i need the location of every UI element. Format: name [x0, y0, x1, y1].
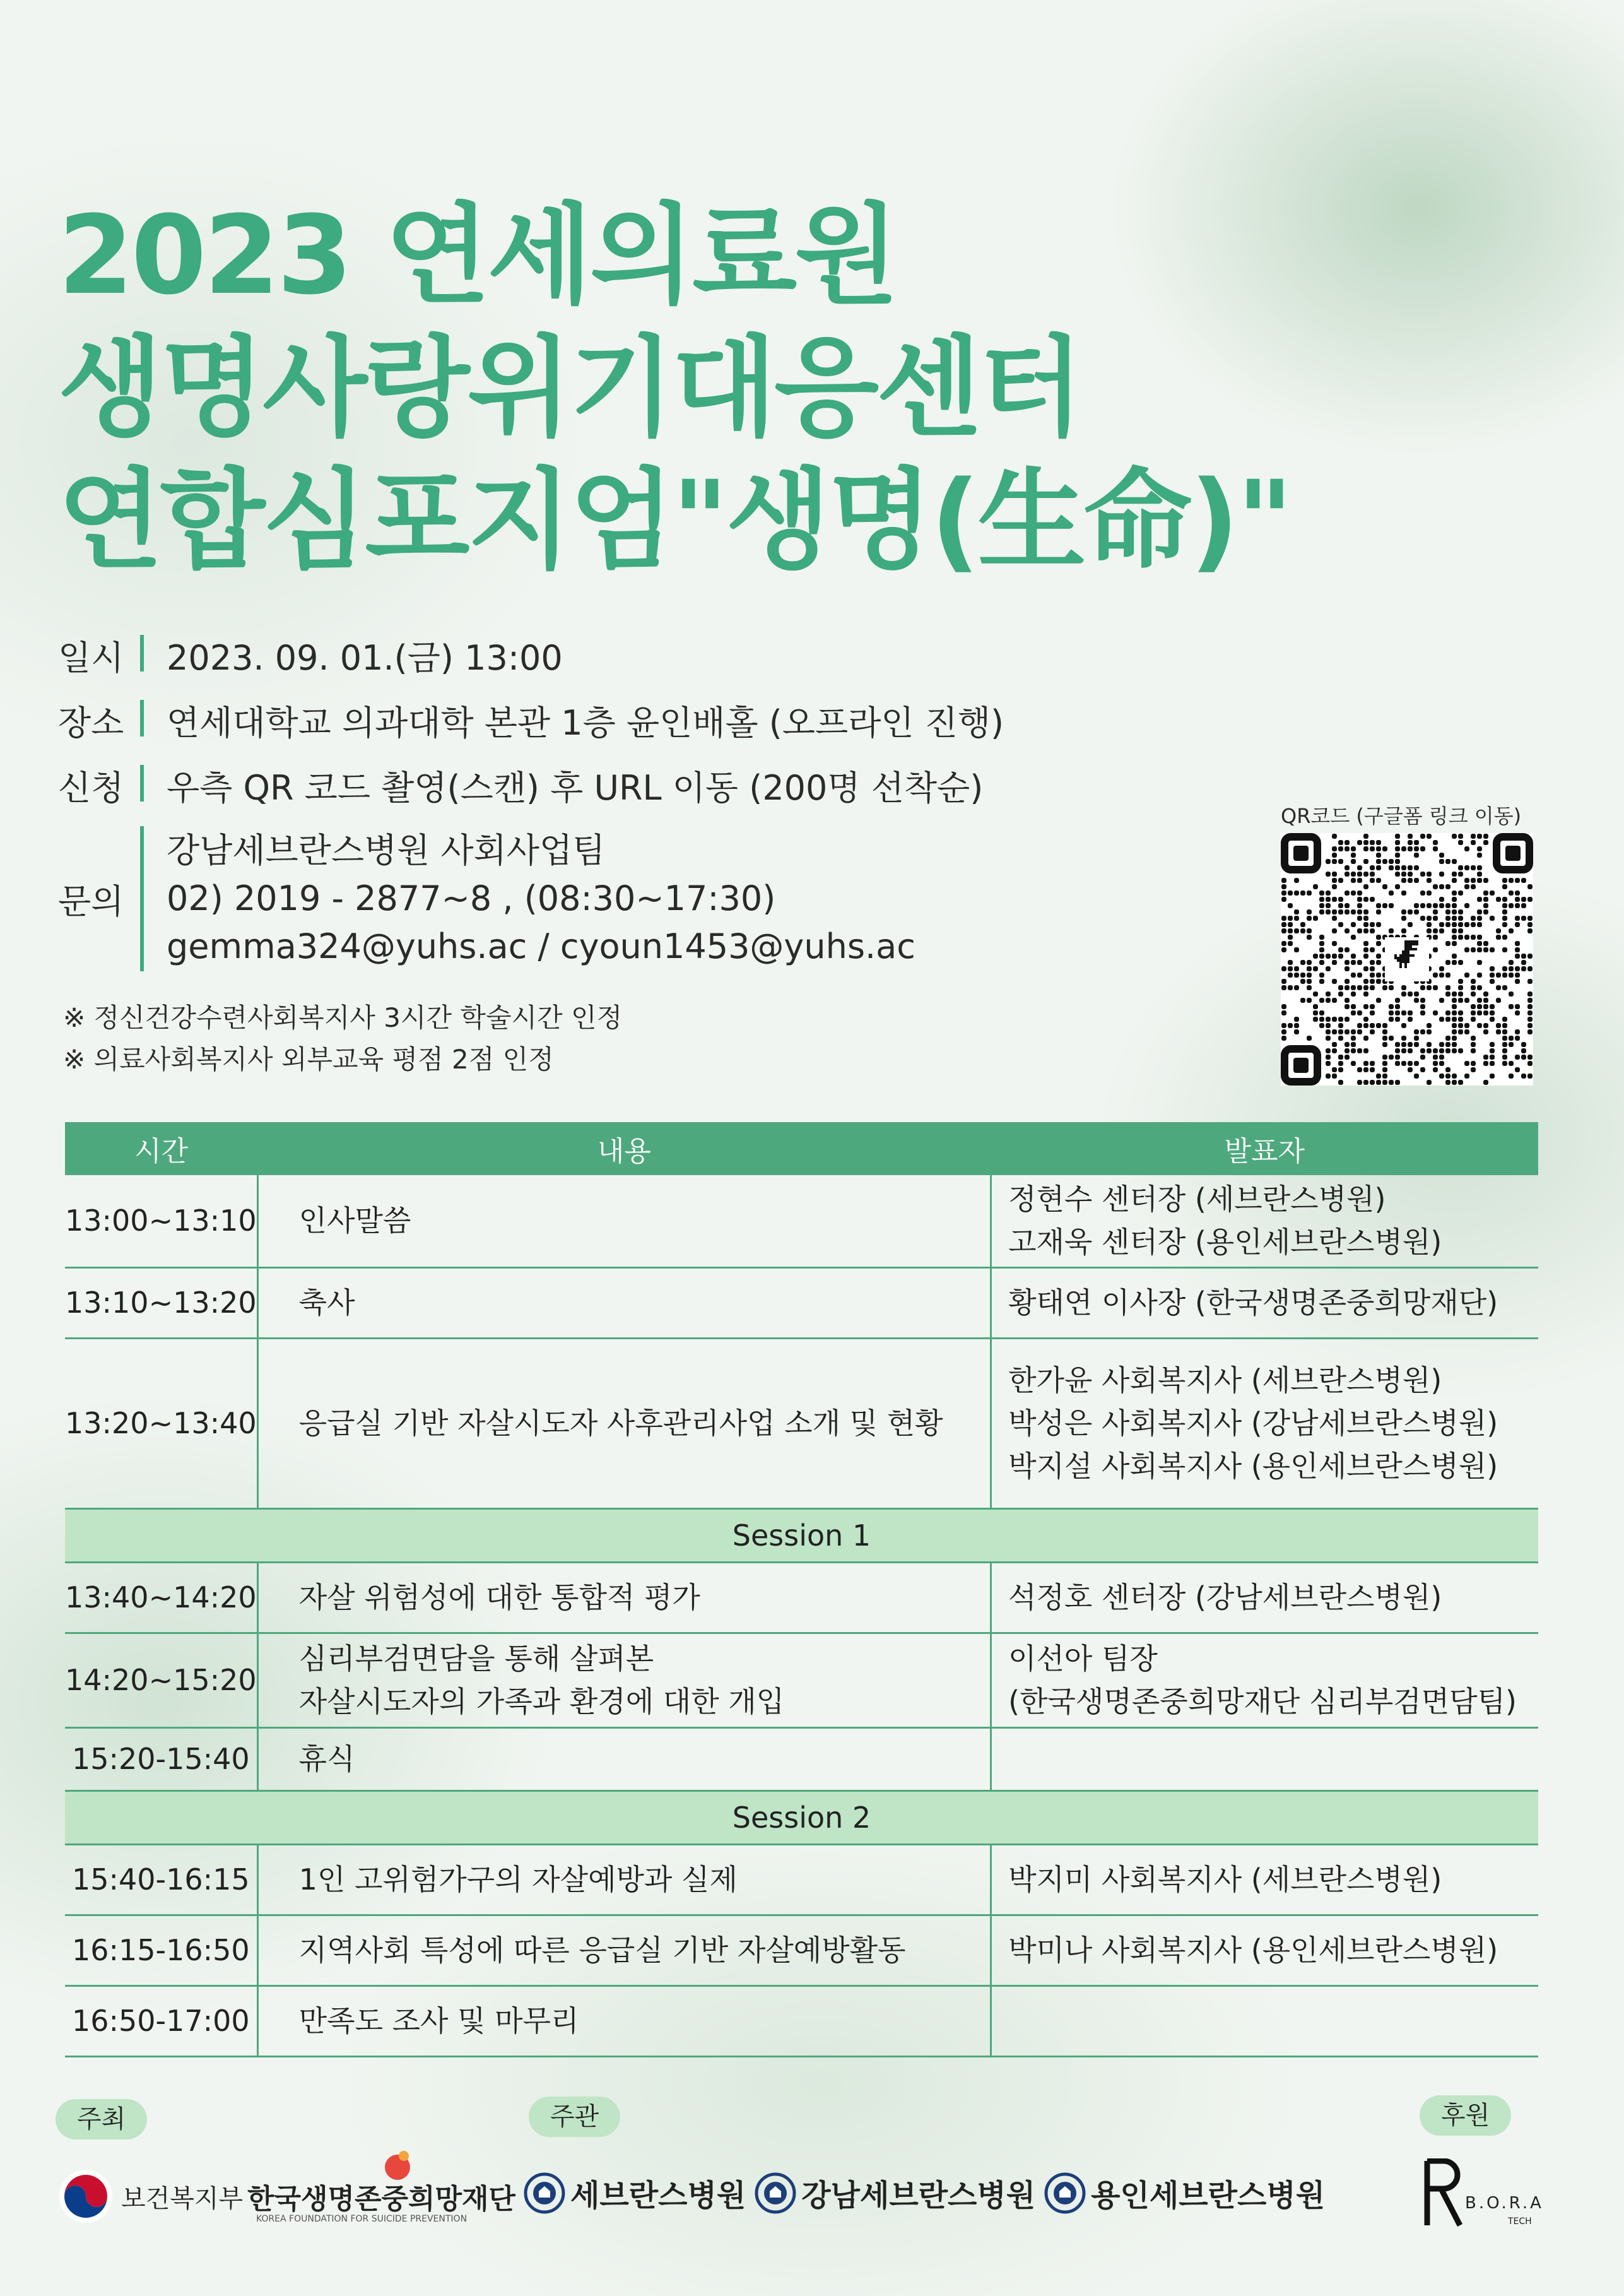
row-time: 15:40-16:15 [65, 1844, 257, 1915]
organizer-label: 주관 [529, 2097, 620, 2137]
table-header-row [65, 1122, 1538, 1175]
contact-phone: 02) 2019 - 2877~8 , (08:30~17:30) [167, 879, 776, 918]
host-org-mohw: 보건복지부 [121, 2184, 244, 2213]
host-org-kfsp-en: KOREA FOUNDATION FOR SUICIDE PREVENTION [256, 2214, 468, 2224]
row-time: 16:50-17:00 [65, 1985, 257, 2056]
divider [140, 635, 144, 672]
row-time: 16:15-16:50 [65, 1915, 257, 1985]
host-label: 주최 [56, 2099, 147, 2139]
info-date [58, 631, 1257, 680]
header-time: 시간 [65, 1122, 257, 1175]
info-venue-value: 연세대학교 의과대학 본관 1층 윤인배홀 (오프라인 진행) [167, 703, 1004, 743]
sponsor-label: 후원 [1420, 2095, 1511, 2136]
row-content: 1인 고위험가구의 자살예방과 실제 [257, 1844, 991, 1915]
table-row [65, 1267, 1538, 1338]
page-title [58, 189, 1509, 587]
sponsor-org-tech: TECH [1508, 2216, 1532, 2227]
info-apply-value: 우측 QR 코드 촬영(스캔) 후 URL 이동 (200명 선착순) [167, 768, 984, 808]
table-row [65, 1915, 1538, 1985]
divider [140, 700, 144, 737]
row-speaker: 석정호 센터장 (강남세브란스병원) [991, 1562, 1538, 1633]
sponsor-logo-bora [1422, 2158, 1548, 2247]
organizer-org-gangnam: 강남세브란스병원 [801, 2178, 1036, 2213]
table-row [65, 1338, 1538, 1508]
info-contact [58, 826, 1257, 971]
row-speaker: 정현수 센터장 (세브란스병원) 고재욱 센터장 (용인세브란스병원) [991, 1175, 1538, 1267]
table-row [65, 1844, 1538, 1915]
table-row [65, 1175, 1538, 1267]
row-content: 만족도 조사 및 마무리 [257, 1985, 991, 2056]
organizer-org-severance: 세브란스병원 [570, 2178, 746, 2213]
info-venue-label: 장소 [58, 703, 124, 743]
row-time: 13:20~13:40 [65, 1338, 257, 1508]
note-item: ※ 의료사회복지사 외부교육 평점 2점 인정 [63, 1044, 554, 1075]
row-content: 심리부검면담을 통해 살펴본 자살시도자의 가족과 환경에 대한 개입 [257, 1633, 991, 1727]
info-venue [58, 696, 1257, 745]
host-org-kfsp: 한국생명존중희망재단 [247, 2183, 516, 2215]
row-content: 축사 [257, 1267, 991, 1338]
session-row [65, 1790, 1538, 1844]
yonsei-seal-icon [755, 2172, 796, 2214]
header-content: 내용 [257, 1122, 991, 1175]
yonsei-seal-icon [524, 2172, 565, 2214]
schedule-table [65, 1122, 1538, 2057]
table-row [65, 1727, 1538, 1790]
row-time: 13:10~13:20 [65, 1267, 257, 1338]
qr-code-icon[interactable] [1281, 833, 1533, 1086]
session-label: Session 1 [65, 1508, 1538, 1562]
table-row [65, 1562, 1538, 1633]
row-speaker [991, 1985, 1538, 2056]
row-speaker: 이선아 팀장 (한국생명존중희망재단 심리부검면담팀) [991, 1633, 1538, 1727]
row-content: 응급실 기반 자살시도자 사후관리사업 소개 및 현황 [257, 1338, 991, 1508]
divider [140, 826, 144, 971]
info-date-label: 일시 [58, 638, 124, 678]
row-speaker: 황태연 이사장 (한국생명존중희망재단) [991, 1267, 1538, 1338]
row-speaker: 박지미 사회복지사 (세브란스병원) [991, 1844, 1538, 1915]
row-time: 13:00~13:10 [65, 1175, 257, 1267]
header-speaker: 발표자 [991, 1122, 1538, 1175]
row-speaker: 한가윤 사회복지사 (세브란스병원) 박성은 사회복지사 (강남세브란스병원) 박지설 사회복지사 (용인세브란스병원) [991, 1338, 1538, 1508]
row-speaker: 박미나 사회복지사 (용인세브란스병원) [991, 1915, 1538, 1985]
session-label: Session 2 [65, 1790, 1538, 1844]
title-line-3: 연합심포지엄"생명(生命)" [58, 457, 1291, 584]
divider [140, 765, 144, 802]
info-date-value: 2023. 09. 01.(금) 13:00 [167, 638, 563, 678]
note-item: ※ 정신건강수련사회복지사 3시간 학술시간 인정 [63, 1002, 623, 1033]
row-content: 지역사회 특성에 따른 응급실 기반 자살예방활동 [257, 1915, 991, 1985]
info-apply [58, 761, 1257, 810]
host-logo-mohw [58, 2169, 243, 2224]
row-content: 휴식 [257, 1727, 991, 1790]
row-time: 14:20~15:20 [65, 1633, 257, 1727]
notes [63, 997, 622, 1080]
table-row [65, 1633, 1538, 1727]
row-speaker [991, 1727, 1538, 1790]
yonsei-seal-icon [1044, 2172, 1086, 2214]
row-content: 인사말씀 [257, 1175, 991, 1267]
row-time: 15:20-15:40 [65, 1727, 257, 1790]
info-contact-label: 문의 [58, 881, 124, 921]
taegeuk-icon [58, 2169, 114, 2224]
bora-r-icon [1422, 2158, 1466, 2228]
table-row [65, 1985, 1538, 2056]
row-content: 자살 위험성에 대한 통합적 평가 [257, 1562, 991, 1633]
dinosaur-icon [1385, 937, 1429, 981]
organizer-logos [524, 2171, 1325, 2215]
session-row [65, 1508, 1538, 1562]
info-apply-label: 신청 [58, 768, 124, 808]
qr-label: QR코드 (구글폼 링크 이동) [1281, 804, 1522, 828]
event-info [58, 631, 1257, 971]
contact-email[interactable]: gemma324@yuhs.ac / cyoun1453@yuhs.ac [167, 926, 915, 966]
row-time: 13:40~14:20 [65, 1562, 257, 1633]
sponsor-org-bora: B.O.R.A [1465, 2194, 1544, 2213]
title-line-2: 생명사랑위기대응센터 [58, 324, 1081, 451]
title-line-1: 2023 연세의료원 [58, 192, 897, 319]
contact-lines [167, 827, 915, 971]
organizer-org-yongin: 용인세브란스병원 [1091, 2178, 1326, 2213]
contact-team: 강남세브란스병원 사회사업팀 [167, 831, 606, 870]
